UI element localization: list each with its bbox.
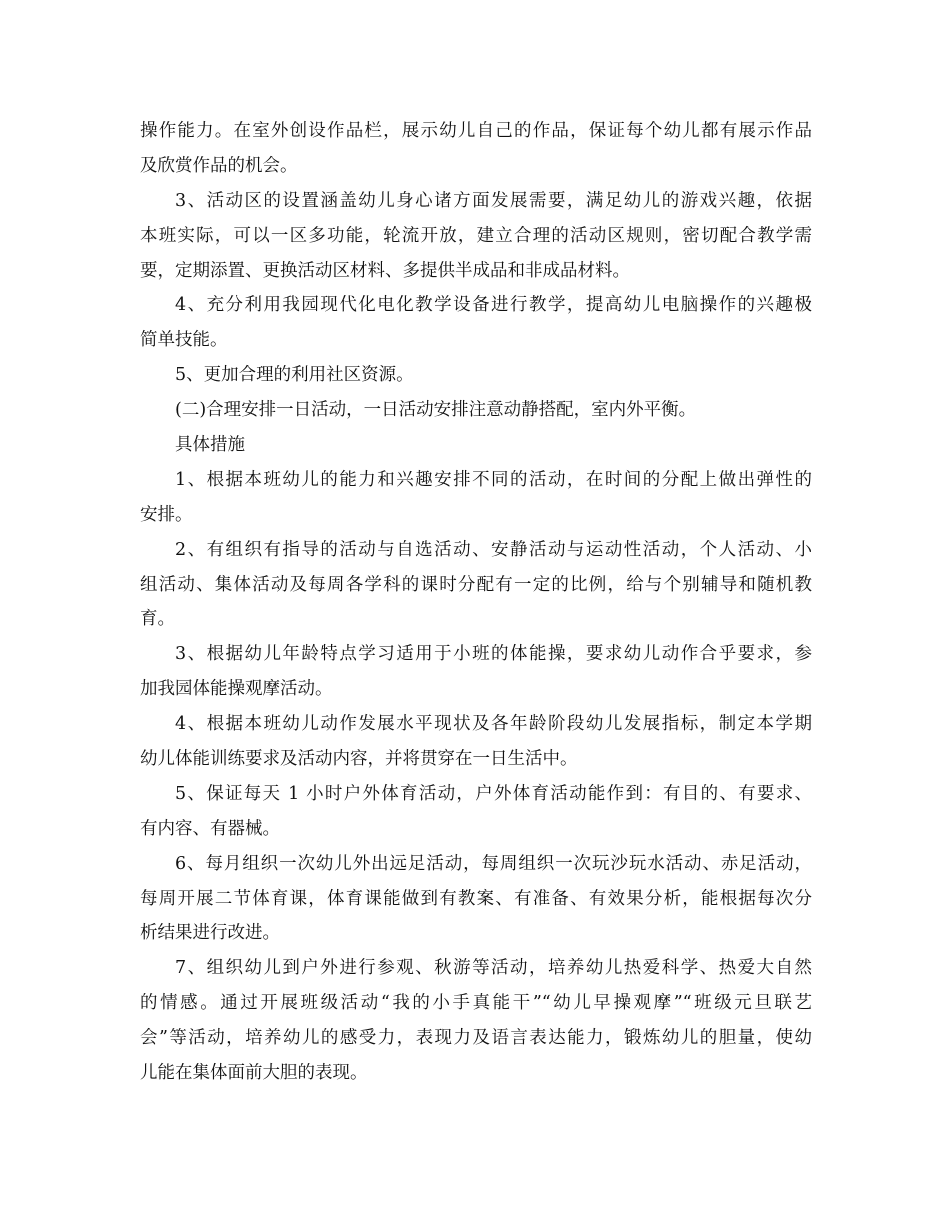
text-line: 6、每月组织一次幼儿外出远足活动，每周组织一次玩沙玩水活动、赤足活动，: [175, 853, 812, 874]
text-line: 加我园体能操观摩活动。: [140, 679, 333, 700]
text-line: 及欣赏作品的机会。: [140, 155, 298, 176]
text-line: 3、活动区的设置涵盖幼儿身心诸方面发展需要，满足幼儿的游戏兴趣，依据: [175, 190, 812, 211]
text-line: 育。: [140, 609, 175, 630]
text-line: 安排。: [140, 504, 193, 525]
text-line: 析结果进行改进。: [140, 923, 280, 944]
text-line: 2、有组织有指导的活动与自选活动、安静活动与运动性活动，个人活动、小: [175, 539, 812, 560]
text-line: 的情感。通过开展班级活动“我的小手真能干”“幼儿早操观摩”“班级元旦联艺: [140, 993, 812, 1014]
text-line: 会”等活动，培养幼儿的感受力，表现力及语言表达能力，锻炼幼儿的胆量，使幼: [140, 1028, 812, 1049]
document-page: [140, 114, 812, 1091]
text-line: 幼儿体能训练要求及活动内容，并将贯穿在一日生活中。: [140, 749, 578, 770]
text-line: 每周开展二节体育课，体育课能做到有教案、有准备、有效果分析，能根据每次分: [140, 888, 812, 909]
text-line: 5、更加合理的利用社区资源。: [175, 365, 414, 386]
text-line: (二)合理安排一日活动，一日活动安排注意动静搭配，室内外平衡。: [175, 400, 697, 421]
text-line: 组活动、集体活动及每周各学科的课时分配有一定的比例，给与个别辅导和随机教: [140, 574, 812, 595]
text-line: 4、充分利用我园现代化电化教学设备进行教学，提高幼儿电脑操作的兴趣极: [175, 295, 812, 316]
text-line: 操作能力。在室外创设作品栏，展示幼儿自己的作品，保证每个幼儿都有展示作品: [140, 121, 812, 141]
text-line: 1、根据本班幼儿的能力和兴趣安排不同的活动，在时间的分配上做出弹性的: [175, 469, 812, 490]
text-line: 本班实际，可以一区多功能，轮流开放，建立合理的活动区规则，密切配合教学需: [140, 225, 812, 246]
text-line: 有内容、有器械。: [140, 818, 280, 839]
text-line: 简单技能。: [140, 330, 228, 351]
text-line: 5、保证每天 1 小时户外体育活动，户外体育活动能作到：有目的、有要求、: [175, 783, 812, 804]
text-line: 4、根据本班幼儿动作发展水平现状及各年龄阶段幼儿发展指标，制定本学期: [175, 714, 812, 735]
text-line: 具体措施: [175, 435, 245, 456]
text-line: 7、组织幼儿到户外进行参观、秋游等活动，培养幼儿热爱科学、热爱大自然: [175, 958, 812, 979]
text-line: 要，定期添置、更换活动区材料、多提供半成品和非成品材料。: [140, 260, 630, 281]
text-line: 3、根据幼儿年龄特点学习适用于小班的体能操，要求幼儿动作合乎要求，参: [175, 644, 812, 665]
text-line: 儿能在集体面前大胆的表现。: [140, 1063, 368, 1084]
